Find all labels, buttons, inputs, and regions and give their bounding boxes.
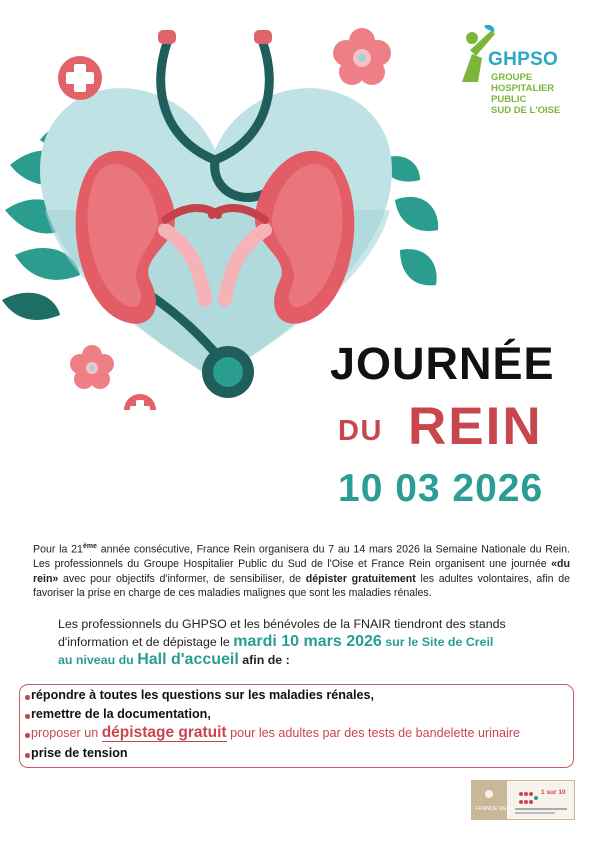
goal-item-depistage xyxy=(31,724,520,742)
goal-depistage-suffix: pour les adultes par des tests de bandelette urinaire xyxy=(226,726,520,740)
flower-bottom-left xyxy=(70,345,114,389)
title-du: DU xyxy=(338,415,383,447)
event-text: afin de : xyxy=(238,653,290,667)
goal-depistage-prefix: proposer un xyxy=(31,726,102,740)
goal-item-questions: répondre à toutes les questions sur les maladies rénales, xyxy=(31,688,374,702)
goal-item-documentation: remettre de la documentation, xyxy=(31,707,211,721)
medical-cross-icon-top xyxy=(58,56,102,100)
france-rein-badge xyxy=(471,780,575,820)
ghpso-logo xyxy=(458,24,578,124)
intro-text: avec pour objectifs d'informer, de sensibiliser, de xyxy=(58,572,306,585)
intro-paragraph xyxy=(33,540,570,601)
event-text: Les professionnels du GHPSO et les bénévoles de la FNAIR tiendront des stands d'information et de dépistage le xyxy=(58,617,506,649)
intro-text: année consécutive, France Rein organisera du 7 au 14 mars 2026 la Semaine Nationale du Rein. Les professionnels du Groupe Hospitalier Public du Sud de l'Oise et France Rein organisent une journée xyxy=(33,543,570,571)
intro-text: Pour la 21 xyxy=(33,543,83,556)
event-site: sur le Site de Creil xyxy=(381,635,494,649)
bullet-dot xyxy=(25,733,30,738)
intro-text: les adultes volontaires, afin de favoriser la prise en charge de ces maladies malignes que sont les maladies rénales. xyxy=(33,572,570,600)
title-rein: REIN xyxy=(408,397,543,456)
logo-subtitle xyxy=(491,72,560,116)
bullet-dot xyxy=(25,753,30,758)
badge-right-label: 1 sur 10 xyxy=(541,789,566,796)
bullet-dot xyxy=(25,714,30,719)
logo-subtitle-line: SUD DE L'OISE xyxy=(491,105,561,116)
event-date: 10 03 2026 xyxy=(338,467,544,510)
event-paragraph xyxy=(58,616,568,669)
event-date-highlight: mardi 10 mars 2026 xyxy=(233,633,382,650)
goal-depistage-highlight: dépistage gratuit xyxy=(101,724,227,741)
logo-subtitle-line: PUBLIC xyxy=(491,94,527,105)
badge-left-label: FRANCE REIN xyxy=(475,806,513,812)
event-hall: Hall d'accueil xyxy=(137,651,239,668)
intro-superscript: ème xyxy=(82,543,97,550)
logo-subtitle-line: GROUPE xyxy=(491,72,533,83)
intro-bold: dépister gratuitement xyxy=(305,572,416,585)
bullet-dot xyxy=(25,695,30,700)
title-journee: JOURNÉE xyxy=(330,338,555,389)
logo-subtitle-line: HOSPITALIER xyxy=(491,83,555,94)
medical-cross-icon-bottom xyxy=(124,394,156,410)
intro-bold: «du rein» xyxy=(33,558,570,585)
flower-top-right xyxy=(333,28,391,85)
event-location-prefix: au niveau du xyxy=(58,653,138,667)
logo-brand: GHPSO xyxy=(488,49,559,70)
goal-item-tension: prise de tension xyxy=(31,746,128,760)
